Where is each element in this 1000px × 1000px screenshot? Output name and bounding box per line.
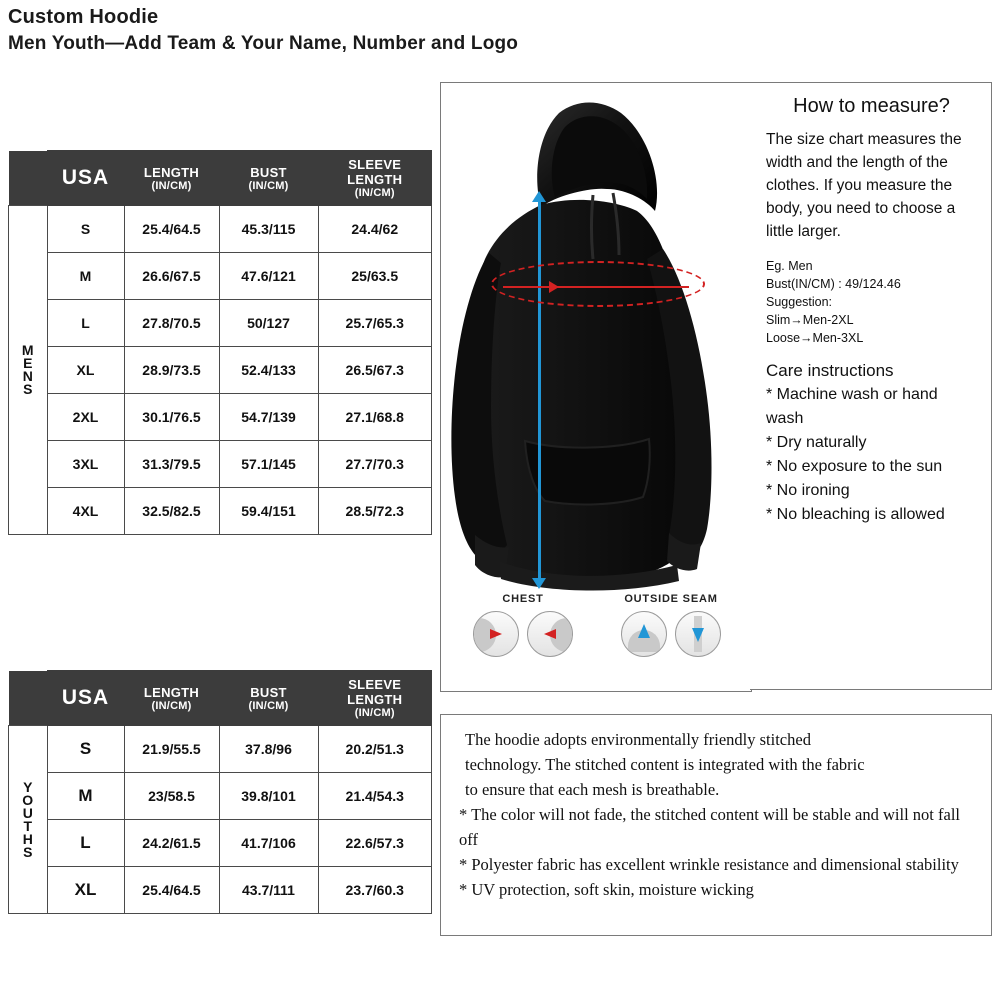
- side-label-youths-s: S: [23, 843, 33, 860]
- column-header-bust-main: BUST: [250, 684, 287, 700]
- example-line: Suggestion:: [766, 295, 833, 309]
- note-line: * UV protection, soft skin, moisture wicking: [459, 880, 754, 899]
- cell-length: 30.1/76.5: [124, 394, 219, 441]
- side-label-mens-e: E: [23, 355, 33, 371]
- column-header-sleeve-sub: (IN/CM): [354, 707, 395, 719]
- cell-length: 25.4/64.5: [124, 206, 219, 253]
- length-arrow-down-icon: [532, 578, 546, 589]
- mens-size-table-block: [8, 150, 432, 535]
- product-image-panel: [440, 82, 752, 692]
- cell-sleeve: 28.5/72.3: [318, 488, 432, 535]
- cell-length: 21.9/55.5: [124, 726, 219, 773]
- cell-size: L: [47, 300, 124, 347]
- fabric-notes-panel: [440, 714, 992, 936]
- care-item: * Machine wash or hand wash: [766, 386, 938, 427]
- side-label-youths-o: O: [22, 791, 34, 808]
- how-to-measure-heading: How to measure?: [793, 95, 950, 117]
- cell-bust: 47.6/121: [219, 253, 318, 300]
- cell-size: 2XL: [47, 394, 124, 441]
- table-row: [9, 726, 432, 773]
- cell-size: S: [47, 206, 124, 253]
- youths-size-table-block: [8, 670, 432, 914]
- table-row: [9, 347, 432, 394]
- table-header-row: [9, 671, 432, 726]
- column-header-bust: [219, 671, 318, 726]
- outside-seam-icon-pair: [606, 611, 736, 657]
- cell-size: S: [47, 726, 124, 773]
- table-row: [9, 488, 432, 535]
- note-line: * Polyester fabric has excellent wrinkle resistance and dimensional stability: [459, 855, 959, 874]
- note-line: to ensure that each mesh is breathable.: [465, 780, 720, 799]
- outside-seam-icon-group: [606, 593, 736, 657]
- page-header: [8, 4, 968, 58]
- hoodie-illustration: [441, 83, 751, 603]
- column-header-sleeve-sub: (IN/CM): [354, 187, 395, 199]
- note-line: technology. The stitched content is integrated with the fabric: [465, 755, 865, 774]
- cell-length: 25.4/64.5: [124, 867, 219, 914]
- care-item: * No bleaching is allowed: [766, 506, 945, 523]
- page-title: Custom Hoodie: [8, 6, 159, 28]
- cell-sleeve: 27.7/70.3: [318, 441, 432, 488]
- column-header-sleeve: [318, 671, 432, 726]
- column-header-usa: USA: [47, 671, 124, 726]
- side-label-mens: [9, 206, 48, 535]
- cell-length: 24.2/61.5: [124, 820, 219, 867]
- note-line: The hoodie adopts environmentally friendly stitched: [465, 730, 811, 749]
- length-measure-line: [538, 201, 541, 583]
- cell-bust: 52.4/133: [219, 347, 318, 394]
- outside-seam-icon-label: OUTSIDE SEAM: [624, 593, 718, 605]
- column-header-sleeve: [318, 151, 432, 206]
- column-header-length-main: LENGTH: [143, 164, 200, 180]
- cell-length: 26.6/67.5: [124, 253, 219, 300]
- chest-icon-pair: [463, 611, 583, 657]
- table-row: [9, 820, 432, 867]
- youths-size-table: [8, 670, 432, 914]
- cell-bust: 50/127: [219, 300, 318, 347]
- table-row: [9, 394, 432, 441]
- arrow-up-icon: [621, 611, 667, 657]
- side-label-youths-y: Y: [23, 778, 33, 795]
- chest-arrow-right-icon: [549, 281, 559, 293]
- table-row: [9, 867, 432, 914]
- cell-sleeve: 25/63.5: [318, 253, 432, 300]
- table-row: [9, 206, 432, 253]
- example-line: Loose→Men-3XL: [766, 331, 864, 345]
- column-header-length-sub: (IN/CM): [151, 179, 192, 192]
- side-label-mens-n: N: [22, 368, 33, 384]
- cell-size: 3XL: [47, 441, 124, 488]
- side-label-mens-s: S: [23, 381, 33, 397]
- table-header-row: [9, 151, 432, 206]
- column-header-length-sub: (IN/CM): [151, 699, 192, 712]
- care-item: * No exposure to the sun: [766, 458, 943, 475]
- column-header-bust-main: BUST: [250, 164, 287, 180]
- arrow-right-icon: [473, 611, 519, 657]
- side-label-header-spacer: [9, 671, 48, 726]
- chest-measure-ellipse: [491, 261, 705, 307]
- table-row: [9, 253, 432, 300]
- column-header-bust-sub: (IN/CM): [248, 179, 289, 192]
- cell-sleeve: 25.7/65.3: [318, 300, 432, 347]
- cell-sleeve: 26.5/67.3: [318, 347, 432, 394]
- cell-sleeve: 23.7/60.3: [318, 867, 432, 914]
- cell-bust: 45.3/115: [219, 206, 318, 253]
- example-line: Bust(IN/CM) : 49/124.46: [766, 277, 901, 291]
- side-label-mens-m: M: [21, 342, 34, 358]
- cell-size: XL: [47, 867, 124, 914]
- table-row: [9, 441, 432, 488]
- chest-icon-label: CHEST: [502, 593, 544, 605]
- page-subtitle: Men Youth—Add Team & Your Name, Number and Logo: [8, 33, 519, 54]
- cell-sleeve: 21.4/54.3: [318, 773, 432, 820]
- note-line: * The color will not fade, the stitched content will be stable and will not fall off: [459, 805, 960, 849]
- cell-bust: 59.4/151: [219, 488, 318, 535]
- how-to-measure-panel: [750, 82, 992, 690]
- cell-bust: 39.8/101: [219, 773, 318, 820]
- cell-bust: 43.7/111: [219, 867, 318, 914]
- cell-size: L: [47, 820, 124, 867]
- cell-size: M: [47, 253, 124, 300]
- side-label-youths-t: T: [23, 817, 33, 834]
- cell-bust: 37.8/96: [219, 726, 318, 773]
- arrow-left-icon: [527, 611, 573, 657]
- column-header-usa: USA: [47, 151, 124, 206]
- column-header-bust: [219, 151, 318, 206]
- table-row: [9, 300, 432, 347]
- cell-length: 32.5/82.5: [124, 488, 219, 535]
- cell-size: XL: [47, 347, 124, 394]
- example-block: [766, 257, 977, 347]
- column-header-bust-sub: (IN/CM): [248, 699, 289, 712]
- measure-icon-row: [441, 593, 751, 685]
- example-line: Eg. Men: [766, 259, 813, 273]
- cell-length: 31.3/79.5: [124, 441, 219, 488]
- column-header-length: [124, 671, 219, 726]
- column-header-sleeve-main: SLEEVE LENGTH: [347, 677, 403, 707]
- cell-length: 23/58.5: [124, 773, 219, 820]
- cell-size: 4XL: [47, 488, 124, 535]
- cell-size: M: [47, 773, 124, 820]
- care-item: * Dry naturally: [766, 434, 867, 451]
- cell-length: 28.9/73.5: [124, 347, 219, 394]
- column-header-length: [124, 151, 219, 206]
- arrow-down-icon: [675, 611, 721, 657]
- cell-bust: 54.7/139: [219, 394, 318, 441]
- side-label-header-spacer: [9, 151, 48, 206]
- cell-length: 27.8/70.5: [124, 300, 219, 347]
- how-to-measure-intro: The size chart measures the width and the length of the clothes. If you measure the body, you need to choose a little larger.: [766, 131, 962, 240]
- side-label-youths-h: H: [22, 830, 33, 847]
- care-item: * No ironing: [766, 482, 850, 499]
- cell-sleeve: 24.4/62: [318, 206, 432, 253]
- chest-measure-line: [503, 286, 689, 288]
- side-label-youths-u: U: [22, 804, 33, 821]
- care-instructions-title: Care instructions: [766, 361, 894, 380]
- column-header-length-main: LENGTH: [143, 684, 200, 700]
- mens-size-table: [8, 150, 432, 535]
- cell-bust: 57.1/145: [219, 441, 318, 488]
- cell-sleeve: 20.2/51.3: [318, 726, 432, 773]
- cell-sleeve: 27.1/68.8: [318, 394, 432, 441]
- table-row: [9, 773, 432, 820]
- column-header-sleeve-main: SLEEVE LENGTH: [347, 157, 403, 187]
- side-label-youths: [9, 726, 48, 914]
- chest-icon-group: [463, 593, 583, 657]
- example-line: Slim→Men-2XL: [766, 313, 854, 327]
- cell-bust: 41.7/106: [219, 820, 318, 867]
- care-instructions-list: [766, 383, 977, 527]
- cell-sleeve: 22.6/57.3: [318, 820, 432, 867]
